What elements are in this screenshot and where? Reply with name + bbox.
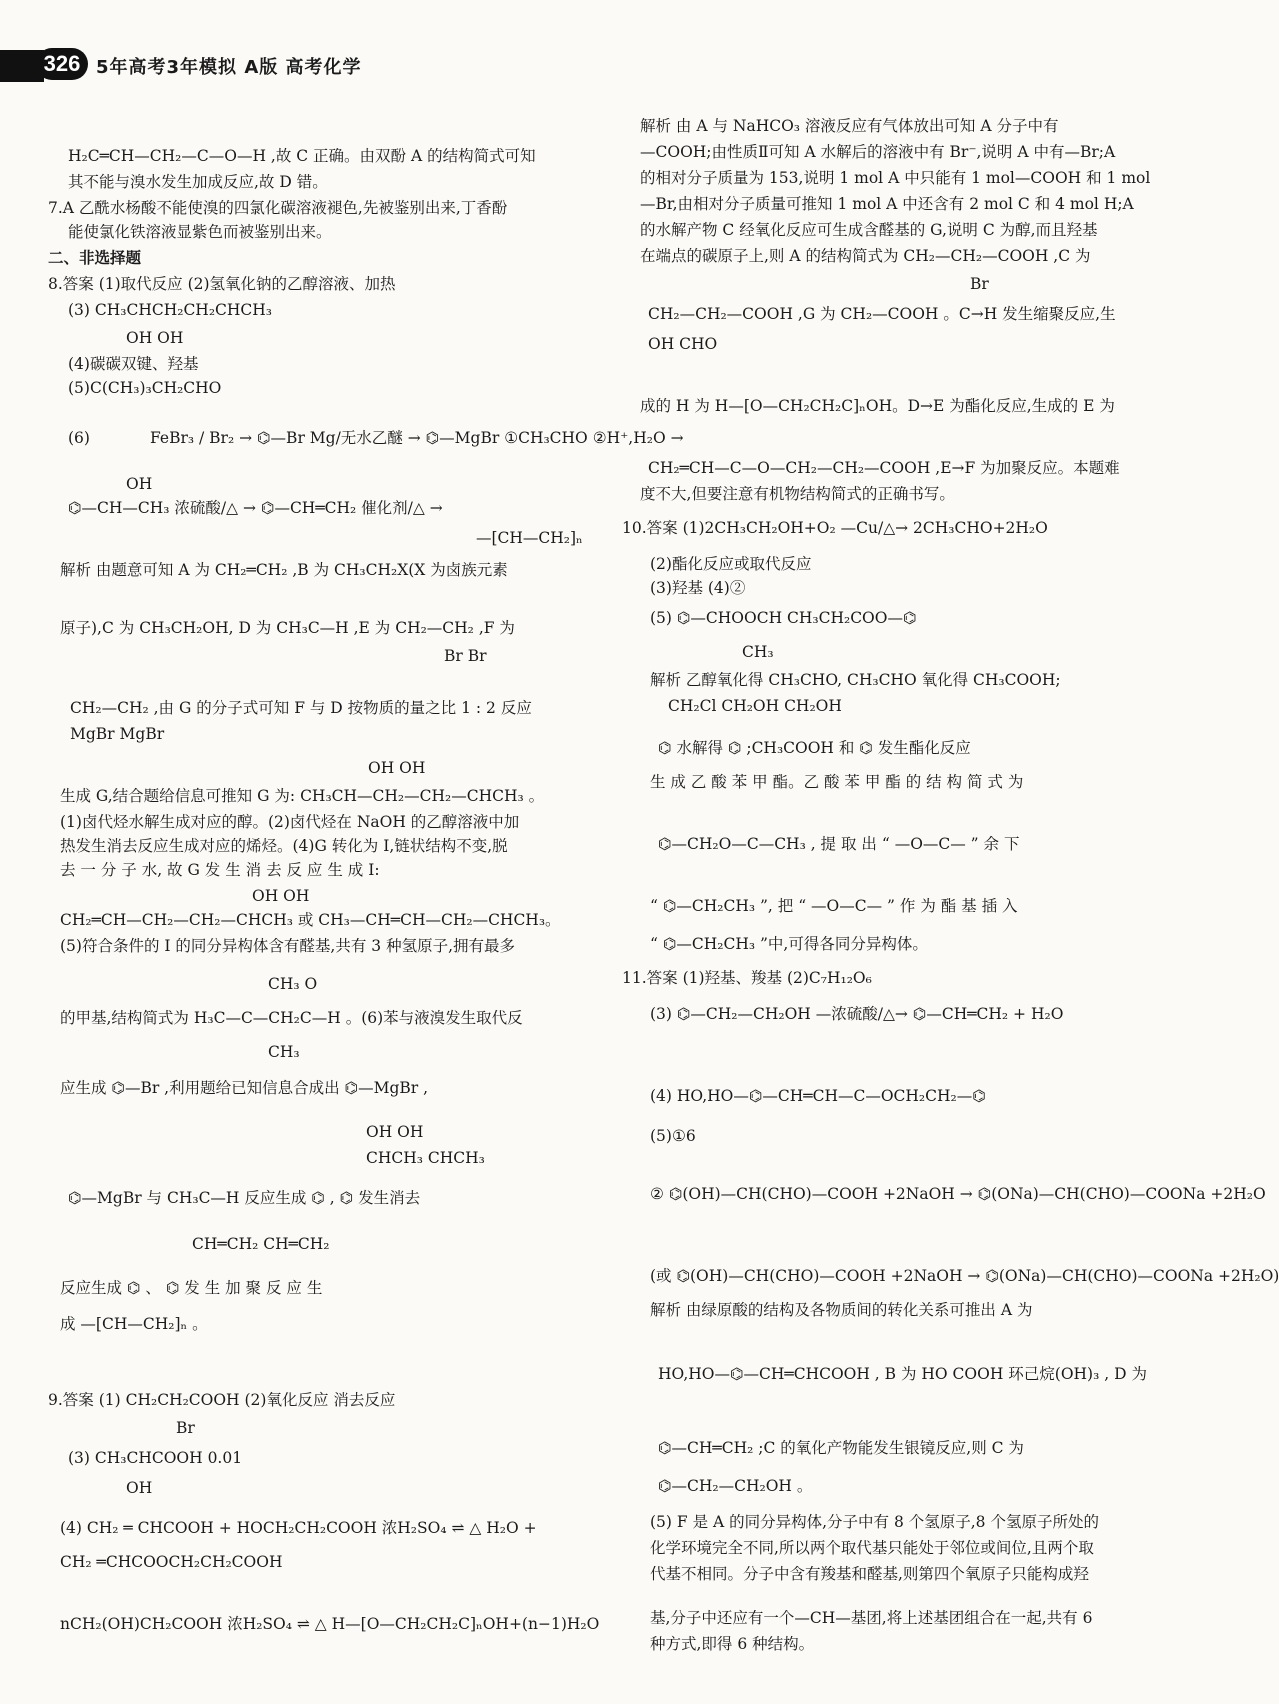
right-text-line: 代基不相同。分子中含有羧基和醛基,则第四个氧原子只能构成羟 [650, 1565, 1089, 1583]
left-text-line: 9.答案 (1) CH₂CH₂COOH (2)氧化反应 消去反应 [48, 1391, 396, 1409]
right-text-line: —COOH;由性质Ⅱ可知 A 水解后的溶液中有 Br⁻,说明 A 中有—Br;A [640, 143, 1116, 161]
left-text-line: 的甲基,结构简式为 H₃C—C—CH₂C—H 。(6)苯与液溴发生取代反 [60, 1009, 523, 1027]
right-text-line: ⌬—CH₂O—C—CH₃ , 提 取 出 “ —O—C— ” 余 下 [658, 835, 1020, 853]
right-text-line: (5) ⌬—CHOOCH CH₃CH₂COO—⌬ [650, 609, 917, 627]
right-text-line: (或 ⌬(OH)—CH(CHO)—COOH +2NaOH → ⌬(ONa)—CH(CHO)—COONa +2H₂O) [650, 1267, 1279, 1285]
right-text-line: CH₂═CH—C—O—CH₂—CH₂—COOH ,E→F 为加聚反应。本题难 [648, 459, 1120, 477]
left-text-line: MgBr MgBr [70, 725, 165, 743]
left-text-line: CH₃ O [268, 975, 318, 993]
left-text-line: CHCH₃ CHCH₃ [366, 1149, 485, 1167]
right-text-line: 解析 由绿原酸的结构及各物质间的转化关系可推出 A 为 [650, 1301, 1033, 1319]
right-text-line: 解析 由 A 与 NaHCO₃ 溶液反应有气体放出可知 A 分子中有 [640, 117, 1059, 135]
left-text-line: Br [176, 1419, 195, 1437]
left-text-line: (4)碳碳双键、羟基 [68, 355, 199, 373]
right-text-line: CH₂Cl CH₂OH CH₂OH [668, 697, 842, 715]
left-text-line: 8.答案 (1)取代反应 (2)氢氧化钠的乙醇溶液、加热 [48, 275, 396, 293]
right-text-line: 成的 H 为 H—[O—CH₂CH₂C]ₙOH。D→E 为酯化反应,生成的 E 为 [640, 397, 1115, 415]
right-text-line: 种方式,即得 6 种结构。 [650, 1635, 815, 1653]
left-text-line: CH₂—CH₂ ,由 G 的分子式可知 F 与 D 按物质的量之比 1 : 2 反应 [70, 699, 532, 717]
right-text-line: (5) F 是 A 的同分异构体,分子中有 8 个氢原子,8 个氢原子所处的 [650, 1513, 1099, 1531]
left-text-line: CH═CH₂ CH═CH₂ [192, 1235, 330, 1253]
left-text-line: 生成 G,结合题给信息可推知 G 为: CH₃CH—CH₂—CH₂—CHCH₃ 。 [60, 787, 545, 805]
left-text-line: (4) CH₂ ═ CHCOOH + HOCH₂CH₂COOH 浓H₂SO₄ ⇌ △ H₂O + [60, 1519, 537, 1537]
left-text-line: CH₃ [268, 1043, 300, 1061]
right-text-line: 度不大,但要注意有机物结构简式的正确书写。 [640, 485, 955, 503]
left-text-line: OH OH [126, 329, 184, 347]
book-title: 5年高考3年模拟 A版 高考化学 [96, 57, 362, 78]
left-text-line: —[CH—CH₂]ₙ [476, 529, 583, 547]
left-text-line: CH₂ ═CHCOOCH₂CH₂COOH [60, 1553, 283, 1571]
page-number: 326 [36, 48, 88, 80]
right-text-line: 的相对分子质量为 153,说明 1 mol A 中只能有 1 mol—COOH 和 1 mol [640, 169, 1151, 187]
right-text-line: “ ⌬—CH₂CH₃ ”中,可得各同分异构体。 [650, 935, 928, 953]
page-header [0, 44, 560, 84]
left-text-line: H₂C═CH—CH₂—C—O—H ,故 C 正确。由双酚 A 的结构简式可知 [68, 147, 536, 165]
left-text-line: OH OH [368, 759, 426, 777]
right-text-line: (3)羟基 (4)② [650, 579, 746, 597]
right-text-line: CH₂—CH₂—COOH ,G 为 CH₂—COOH 。C→H 发生缩聚反应,生 [648, 305, 1116, 323]
right-text-line: OH CHO [648, 335, 718, 353]
left-text-line: 7.A 乙酰水杨酸不能使溴的四氯化碳溶液褪色,先被鉴别出来,丁香酚 [48, 199, 508, 217]
left-text-line: ⌬—MgBr 与 CH₃C—H 反应生成 ⌬ , ⌬ 发生消去 [68, 1189, 421, 1207]
left-text-line: 热发生消去反应生成对应的烯烃。(4)G 转化为 I,链状结构不变,脱 [60, 837, 508, 855]
left-text-line: 二、非选择题 [48, 249, 142, 267]
left-text-line: (5)C(CH₃)₃CH₂CHO [68, 379, 222, 397]
left-text-line: nCH₂(OH)CH₂COOH 浓H₂SO₄ ⇌ △ H—[O—CH₂CH₂C]ₙOH+(n−1)H₂O [60, 1615, 600, 1633]
right-text-line: (4) HO,HO—⌬—CH═CH—C—OCH₂CH₂—⌬ [650, 1087, 986, 1105]
left-text-line: 去 一 分 子 水, 故 G 发 生 消 去 反 应 生 成 I: [60, 861, 380, 879]
right-text-line: 化学环境完全不同,所以两个取代基只能处于邻位或间位,且两个取 [650, 1539, 1094, 1557]
left-text-line: (3) CH₃CHCOOH 0.01 [68, 1449, 243, 1467]
right-text-line: 基,分子中还应有一个—CH—基团,将上述基团组合在一起,共有 6 [650, 1609, 1093, 1627]
right-text-line: ② ⌬(OH)—CH(CHO)—COOH +2NaOH → ⌬(ONa)—CH(CHO)—COONa +2H₂O [650, 1185, 1266, 1203]
right-text-line: —Br,由相对分子质量可推知 1 mol A 中还含有 2 mol C 和 4 mol H;A [640, 195, 1134, 213]
right-text-line: (2)酯化反应或取代反应 [650, 555, 812, 573]
right-text-line: 生 成 乙 酸 苯 甲 酯。乙 酸 苯 甲 酯 的 结 构 简 式 为 [650, 773, 1024, 791]
right-text-line: “ ⌬—CH₂CH₃ ”, 把 “ —O—C— ” 作 为 酯 基 插 入 [650, 897, 1018, 915]
right-text-line: 在端点的碳原子上,则 A 的结构简式为 CH₂—CH₂—COOH ,C 为 [640, 247, 1091, 265]
left-text-line: 原子),C 为 CH₃CH₂OH, D 为 CH₃C—H ,E 为 CH₂—CH₂ ,F 为 [60, 619, 515, 637]
left-text-line: (6) [68, 429, 90, 447]
right-text-line: (3) ⌬—CH₂—CH₂OH —浓硫酸/△→ ⌬—CH═CH₂ + H₂O [650, 1005, 1064, 1023]
right-text-line: ⌬—CH₂—CH₂OH 。 [658, 1477, 813, 1495]
right-text-line: (5)①6 [650, 1127, 696, 1145]
left-text-line: FeBr₃ / Br₂ → ⌬—Br Mg/无水乙醚 → ⌬—MgBr ①CH₃CHO ②H⁺,H₂O → [150, 429, 684, 447]
left-text-line: CH₂═CH—CH₂—CH₂—CHCH₃ 或 CH₃—CH═CH—CH₂—CHCH₃。 [60, 911, 561, 929]
left-text-line: ⌬—CH—CH₃ 浓硫酸/△ → ⌬—CH═CH₂ 催化剂/△ → [68, 499, 443, 517]
right-text-line: Br [970, 275, 989, 293]
left-text-line: 成 —[CH—CH₂]ₙ 。 [60, 1315, 208, 1333]
right-text-line: HO,HO—⌬—CH═CHCOOH , B 为 HO COOH 环己烷(OH)₃ , D 为 [658, 1365, 1147, 1383]
right-text-line: 的水解产物 C 经氧化反应可生成含醛基的 G,说明 C 为醇,而且羟基 [640, 221, 1098, 239]
left-text-line: OH OH [252, 887, 310, 905]
right-text-line: CH₃ [742, 643, 774, 661]
right-text-line: 10.答案 (1)2CH₃CH₂OH+O₂ —Cu/△→ 2CH₃CHO+2H₂O [622, 519, 1048, 537]
left-text-line: 解析 由题意可知 A 为 CH₂═CH₂ ,B 为 CH₃CH₂X(X 为卤族元素 [60, 561, 508, 579]
left-text-line: (5)符合条件的 I 的同分异构体含有醛基,共有 3 种氢原子,拥有最多 [60, 937, 516, 955]
left-text-line: OH [126, 1479, 153, 1497]
right-text-line: 11.答案 (1)羟基、羧基 (2)C₇H₁₂O₆ [622, 969, 872, 987]
left-text-line: OH OH [366, 1123, 424, 1141]
left-text-line: 反应生成 ⌬ 、 ⌬ 发 生 加 聚 反 应 生 [60, 1279, 323, 1297]
right-text-line: 解析 乙醇氧化得 CH₃CHO, CH₃CHO 氧化得 CH₃COOH; [650, 671, 1061, 689]
right-text-line: ⌬ 水解得 ⌬ ;CH₃COOH 和 ⌬ 发生酯化反应 [658, 739, 971, 757]
left-text-line: OH [126, 475, 153, 493]
left-text-line: 能使氯化铁溶液显紫色而被鉴别出来。 [68, 223, 332, 241]
right-text-line: ⌬—CH═CH₂ ;C 的氧化产物能发生银镜反应,则 C 为 [658, 1439, 1024, 1457]
left-text-line: 应生成 ⌬—Br ,利用题给已知信息合成出 ⌬—MgBr , [60, 1079, 429, 1097]
left-text-line: (1)卤代烃水解生成对应的醇。(2)卤代烃在 NaOH 的乙醇溶液中加 [60, 813, 520, 831]
left-text-line: Br Br [444, 647, 487, 665]
left-text-line: 其不能与溴水发生加成反应,故 D 错。 [68, 173, 328, 191]
left-text-line: (3) CH₃CHCH₂CH₂CHCH₃ [68, 301, 272, 319]
